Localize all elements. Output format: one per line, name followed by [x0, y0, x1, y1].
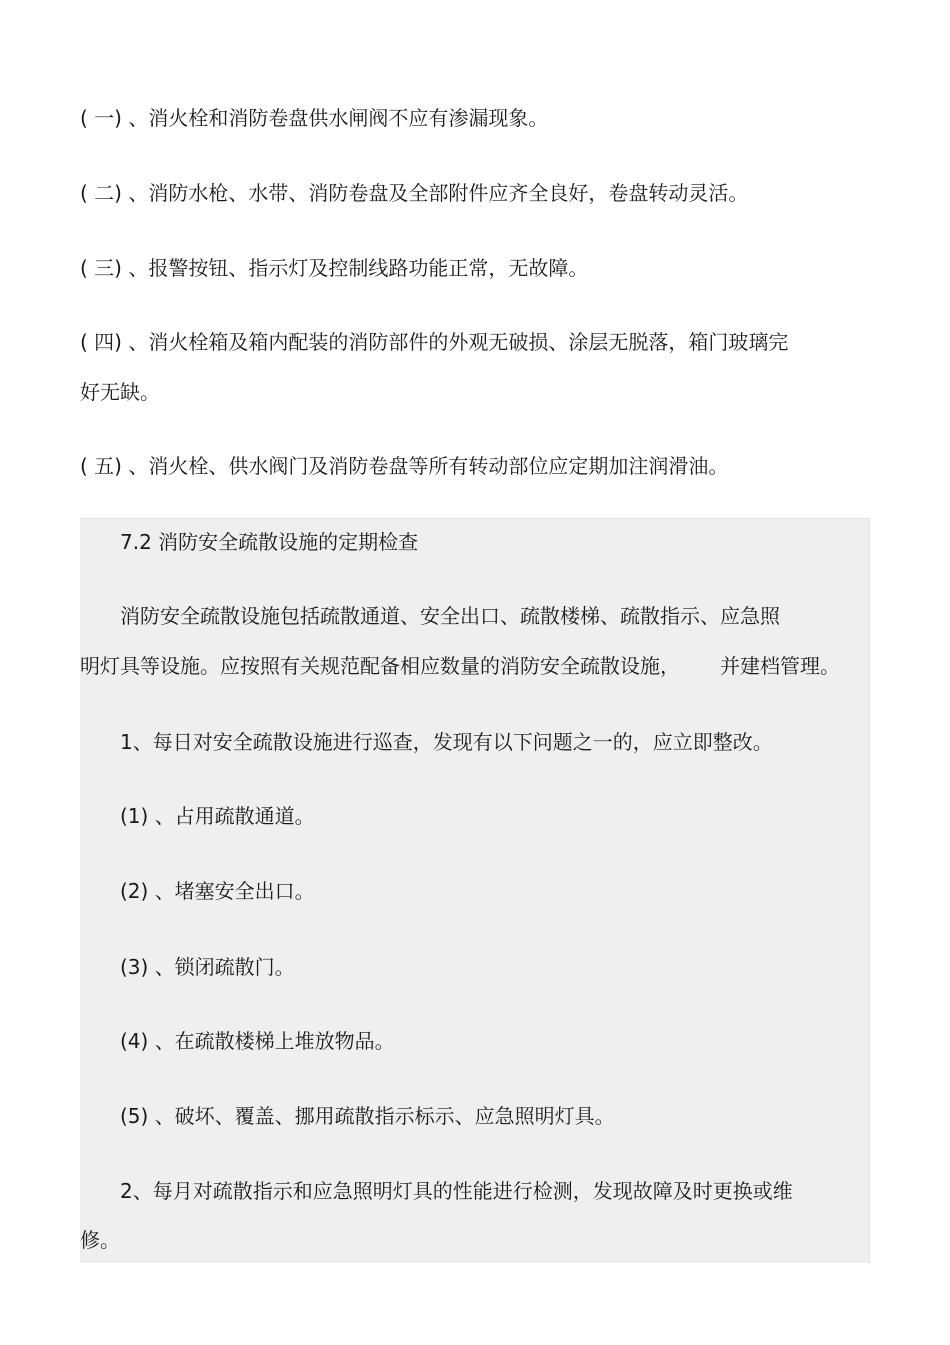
intro-line-2-part-1: 明灯具等设施。应按照有关规范配备相应数量的消防安全疏散设施， [80, 654, 680, 678]
sub-item-2: (2) 、堵塞安全出口。 [120, 879, 315, 903]
sub-item-4: (4) 、在疏散楼梯上堆放物品。 [120, 1029, 395, 1053]
rule-1: 1、每日对安全疏散设施进行巡查，发现有以下问题之一的，应立即整改。 [120, 730, 773, 754]
section-heading: 7.2 消防安全疏散设施的定期检查 [120, 530, 419, 554]
item-2: ( 二) 、消防水枪、水带、消防卷盘及全部附件应齐全良好，卷盘转动灵活。 [80, 181, 749, 205]
item-3: ( 三) 、报警按钮、指示灯及控制线路功能正常，无故障。 [80, 256, 589, 280]
item-1: ( 一) 、消火栓和消防卷盘供水闸阀不应有渗漏现象。 [80, 106, 549, 130]
rule-2-line-1: 2、每月对疏散指示和应急照明灯具的性能进行检测，发现故障及时更换或维 [120, 1179, 793, 1203]
sub-item-1: (1) 、占用疏散通道。 [120, 804, 315, 828]
item-4-line2: 好无缺。 [80, 380, 160, 404]
item-5: ( 五) 、消火栓、供水阀门及消防卷盘等所有转动部位应定期加注润滑油。 [80, 454, 729, 478]
item-4-line1: ( 四) 、消火栓箱及箱内配装的消防部件的外观无破损、涂层无脱落，箱门玻璃完 [80, 330, 789, 354]
intro-line-2-part-2: 并建档管理。 [720, 654, 840, 678]
intro-line-2 [80, 652, 840, 680]
sub-item-5: (5) 、破坏、覆盖、挪用疏散指示标示、应急照明灯具。 [120, 1104, 615, 1128]
sub-item-3: (3) 、锁闭疏散门。 [120, 955, 295, 979]
rule-2-line-2: 修。 [80, 1228, 120, 1252]
intro-line-1: 消防安全疏散设施包括疏散通道、安全出口、疏散楼梯、疏散指示、应急照 [120, 604, 780, 628]
